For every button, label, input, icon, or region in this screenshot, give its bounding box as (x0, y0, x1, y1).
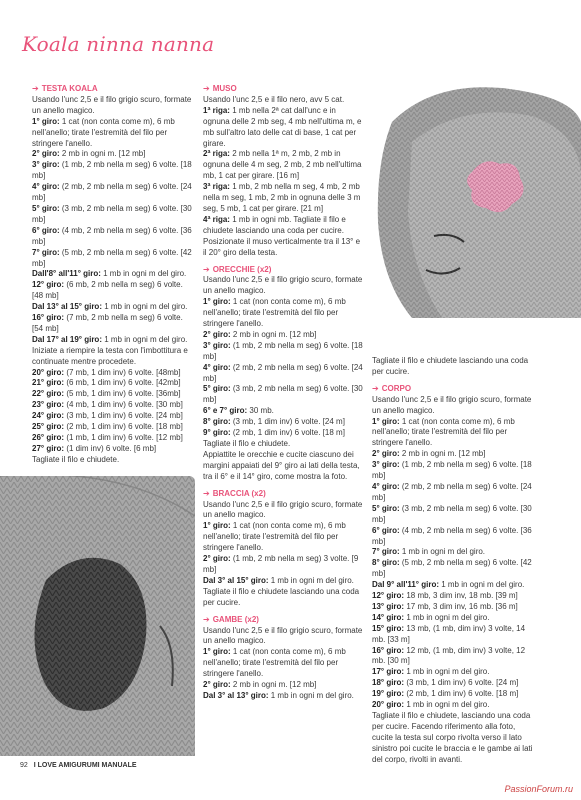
row-label: 2° giro: (203, 554, 231, 564)
row-label: Dal 13° al 15° giro: (32, 302, 102, 312)
row-label: 4ª riga: (203, 214, 230, 224)
row-text: Usando l'unc 2,5 e il filo nero, avv 5 cat. (203, 94, 345, 104)
row-text: 1 mb in ogni m del giro. (439, 580, 525, 590)
row-label: 3ª riga: (203, 182, 230, 192)
instruction-row (372, 678, 534, 689)
row-text: 2 mb in ogni m. [12 mb] (59, 149, 146, 159)
row-text: Iniziate a riempire la testa con l'imbottitura e continuate mentre procedete. (32, 345, 188, 366)
row-text: 1 mb, 2 mb nella m seg, 4 mb, 2 mb nella m seg, 1 mb, 2 mb in ognuna delle 3 m seg, 5 mb, 1 cat per girare. [21 m] (203, 182, 361, 213)
section-heading (32, 84, 192, 95)
instruction-row (203, 182, 363, 215)
row-label: 22° giro: (32, 389, 65, 399)
row-text: 1 mb in ogni m del giro. (268, 575, 354, 585)
section-heading-text: TESTA KOALA (41, 84, 98, 93)
instruction-row (372, 449, 534, 460)
row-label: 24° giro: (32, 411, 65, 421)
instruction-row (372, 667, 534, 678)
arrow-right-icon: ➔ (372, 383, 379, 393)
instruction-row (32, 400, 192, 411)
row-label: 1° giro: (32, 116, 60, 126)
row-label: Dal 3° al 13° giro: (203, 690, 269, 700)
instruction-row (372, 613, 534, 624)
section-heading (372, 384, 534, 395)
page-title: Koala ninna nanna (22, 32, 215, 56)
row-label: 17° giro: (372, 667, 405, 677)
row-label: 5° giro: (372, 503, 400, 513)
row-label: 2ª riga: (203, 149, 230, 159)
row-text: 1 mb in ogni m del giro. (268, 690, 354, 700)
row-label: 25° giro: (32, 422, 65, 432)
instruction-row (32, 160, 192, 182)
section-heading-text: GAMBE (x2) (212, 614, 259, 624)
instruction-row (203, 297, 363, 330)
row-text: 1 mb in ogni m del giro. (404, 667, 490, 677)
row-text: (2 mb, 1 dim inv) 6 volte. [18 mb] (64, 422, 183, 432)
instruction-row (203, 576, 363, 587)
instruction-text (203, 626, 363, 648)
row-text: Usando l'unc 2,5 e il filo grigio scuro, formate un anello magico. (32, 94, 192, 115)
row-text: Appiattite le orecchie e cucite ciascuno dei margini appaiati del 9° giro ai lati della testa, tra il 6° e il 14° giro, come mostra la foto. (203, 449, 360, 481)
row-label: 1° giro: (203, 297, 231, 307)
row-label: Dall'8° all'11° giro: (32, 269, 101, 279)
page-footer (20, 762, 137, 769)
instruction-row (32, 389, 192, 400)
row-text: 1 cat (non conta come m), 6 mb nell'anello; tirate l'estremità del filo per stringere l'anello. (372, 416, 515, 448)
row-label: 12° giro: (32, 280, 65, 290)
instruction-row (32, 182, 192, 204)
row-label: 3° giro: (32, 160, 60, 170)
row-label: 8° giro: (203, 417, 231, 427)
instruction-row (32, 433, 192, 444)
instruction-text (32, 346, 192, 368)
watermark: PassionForum.ru (504, 784, 573, 794)
instruction-text (372, 395, 534, 417)
section-heading (203, 265, 363, 276)
row-label: 2° giro: (203, 329, 231, 339)
instruction-row (32, 335, 192, 346)
row-label: 27° giro: (32, 443, 65, 453)
row-text: (2 mb, 2 mb nella m seg) 6 volte. [24 mb] (32, 182, 192, 203)
koala-photo-top-right (372, 82, 581, 318)
instruction-text (203, 95, 363, 106)
row-label: 1ª riga: (203, 105, 230, 115)
section-heading-text: BRACCIA (x2) (212, 488, 266, 498)
section-heading-text: MUSO (212, 84, 237, 93)
row-label: Dal 3° al 15° giro: (203, 575, 269, 585)
instruction-row (32, 444, 192, 455)
row-text: (3 mb, 1 dim inv) 6 volte. [24 mb] (64, 411, 183, 421)
row-text: 1 mb in ogni m del giro. (101, 334, 188, 344)
row-text: (3 mb, 1 dim inv) 6 volte. [24 m] (404, 678, 519, 688)
arrow-right-icon: ➔ (203, 264, 210, 274)
row-text: (1 mb, 2 mb nella m seg) 6 volte. [18 mb] (203, 340, 363, 361)
instruction-row (32, 226, 192, 248)
row-label: 5° giro: (203, 384, 231, 394)
instruction-text (203, 587, 363, 609)
row-label: 6° giro: (32, 225, 60, 235)
instruction-row (203, 341, 363, 363)
instruction-row (372, 602, 534, 613)
arrow-right-icon: ➔ (203, 84, 210, 93)
knitted-koala-ear-image (372, 82, 581, 318)
row-text: Tagliate il filo e chiudete. (203, 439, 291, 448)
row-label: Dal 9° all'11° giro: (372, 580, 439, 590)
row-text: (4 mb, 2 mb nella m seg) 6 volte. [36 mb] (32, 225, 192, 246)
row-text: (2 mb, 1 dim inv) 6 volte. [18 m] (404, 689, 519, 699)
row-text: (5 mb, 1 dim inv) 6 volte. [36mb] (64, 389, 181, 399)
row-text: 1 mb in ogni m del giro. (404, 612, 490, 622)
instruction-row (372, 417, 534, 450)
instruction-row (32, 117, 192, 150)
instruction-row (203, 384, 363, 406)
instruction-row (372, 700, 534, 711)
instruction-row (203, 215, 363, 259)
instruction-row (32, 280, 192, 302)
section-heading (203, 615, 363, 626)
row-text: 1 mb in ogni m del giro. (404, 700, 490, 710)
column-middle (203, 84, 363, 702)
row-text: 30 mb. (247, 406, 274, 416)
row-text: Usando l'unc 2,5 e il filo grigio scuro, formate un anello magico. (203, 499, 363, 520)
row-text: 12 mb, (1 mb, dim inv) 3 volte, 12 mb. [30 m] (372, 645, 526, 666)
row-label: 4° giro: (372, 481, 400, 491)
instruction-row (203, 428, 363, 439)
row-text: 1 cat (non conta come m), 6 mb nell'anello; tirate l'estremità del filo per stringere l'anello. (203, 521, 346, 553)
row-label: 26° giro: (32, 433, 65, 442)
instruction-row (203, 691, 363, 702)
row-text: (5 mb, 2 mb nella m seg) 6 volte. [42 mb] (32, 247, 192, 268)
row-label: 6° giro: (372, 525, 400, 535)
instruction-row (372, 558, 534, 580)
row-label: 6° e 7° giro: (203, 406, 248, 416)
row-label: 20° giro: (372, 700, 405, 710)
instruction-text (203, 275, 363, 297)
row-label: 7° giro: (372, 547, 400, 557)
row-text: Tagliate il filo e chiudete, lasciando una coda per cucire. Facendo riferimento alla foto, cucite la testa sul corpo rivolta verso il lato sinistro poi cucite le braccia e le gambe ai lati del corpo, rivolti in avanti. (372, 711, 533, 764)
arrow-right-icon: ➔ (203, 488, 210, 498)
arrow-right-icon: ➔ (203, 614, 210, 624)
row-text: 2 mb in ogni m. [12 mb] (230, 329, 317, 339)
column-left (32, 84, 192, 466)
row-label: 19° giro: (372, 689, 405, 699)
instruction-text (372, 356, 534, 378)
row-text: (5 mb, 2 mb nella m seg) 6 volte. [42 mb] (372, 558, 532, 579)
section-heading (203, 489, 363, 500)
instruction-text (203, 439, 363, 450)
koala-photo-bottom-left (0, 476, 195, 756)
row-text: (1 mb, 2 mb nella m seg) 3 volte. [9 mb] (203, 554, 359, 574)
arrow-right-icon: ➔ (32, 84, 39, 93)
instruction-row (203, 647, 363, 680)
row-text: 13 mb, (1 mb, dim inv) 3 volte, 14 mb. [33 m] (372, 623, 526, 644)
row-text: (4 mb, 1 dim inv) 6 volte. [30 mb] (64, 400, 183, 410)
row-label: 4° giro: (32, 182, 60, 192)
row-text: 2 mb nella 1ª m, 2 mb, 2 mb in ognuna delle 4 m seg, 2 mb, 2 mb nell'ultima mb, 1 cat per girare. [16 m] (203, 149, 362, 181)
instruction-row (32, 378, 192, 389)
row-text: (6 mb, 2 mb nella m seg) 6 volte. [48 mb] (32, 280, 183, 301)
instruction-row (203, 406, 363, 417)
instruction-row (32, 248, 192, 270)
instruction-row (32, 302, 192, 313)
instruction-row (32, 422, 192, 433)
instruction-row (32, 204, 192, 226)
column-right (372, 356, 534, 766)
row-text: Usando l'unc 2,5 e il filo grigio scuro, formate un anello magico. (203, 625, 363, 646)
row-label: 1° giro: (203, 647, 231, 657)
instruction-row (32, 149, 192, 160)
row-text: (1 mb, 1 dim inv) 6 volte. [12 mb] (64, 433, 183, 442)
row-text: (6 mb, 1 dim inv) 6 volte. [42mb] (64, 378, 181, 388)
row-text: 1 mb in ogni m del giro. (399, 547, 486, 557)
instruction-row (372, 689, 534, 700)
row-text: 18 mb, 3 dim inv, 18 mb. [39 m] (404, 591, 518, 601)
row-text: 1 mb in ogni m del giro. (100, 269, 187, 279)
page-number: 92 (20, 762, 28, 769)
row-label: 21° giro: (32, 378, 65, 388)
instruction-row (372, 580, 534, 591)
row-label: 23° giro: (32, 400, 65, 410)
instruction-row (372, 624, 534, 646)
row-text: 1 mb in ogni m del giro. (101, 302, 188, 312)
instruction-row (372, 504, 534, 526)
row-text: (3 mb, 2 mb nella m seg) 6 volte. [30 mb] (372, 503, 532, 524)
instruction-row (203, 149, 363, 182)
row-text: (7 mb, 2 mb nella m seg) 6 volte. [54 mb] (32, 313, 183, 333)
section-heading-text: CORPO (381, 383, 412, 393)
row-text: (2 mb, 2 mb nella m seg) 6 volte. [24 mb] (372, 481, 532, 502)
row-text: Usando l'unc 2,5 e il filo grigio scuro, formate un anello magico. (372, 394, 532, 415)
section-heading-text: ORECCHIE (x2) (212, 264, 272, 274)
instruction-row (32, 411, 192, 422)
instruction-row (203, 680, 363, 691)
row-text: 2 mb in ogni m. [12 mb] (230, 680, 317, 690)
instruction-row (203, 521, 363, 554)
row-text: 1 mb in ogni mb. Tagliate il filo e chiudete lasciando una coda per cucire. Posizionate il muso verticalmente tra il 13° e il 20° giro della testa. (203, 214, 361, 257)
row-label: Dal 17° al 19° giro: (32, 334, 102, 344)
instruction-text (372, 711, 534, 766)
row-label: 2° giro: (32, 149, 60, 159)
row-label: 16° giro: (32, 313, 65, 323)
instruction-row (372, 482, 534, 504)
row-label: 2° giro: (372, 449, 400, 459)
row-text: 2 mb in ogni m. [12 mb] (399, 449, 486, 459)
row-label: 1° giro: (372, 416, 400, 426)
instruction-text (203, 450, 363, 483)
row-text: Tagliate il filo e chiudete lasciando una coda per cucire. (372, 356, 529, 376)
row-label: 1° giro: (203, 521, 231, 531)
row-text: 1 mb nella 2ª cat dall'unc e in ognuna delle 2 mb seg, 4 mb nell'ultima m, e mb sull'altro lato delle cat di base, 1 cat per girare. (203, 105, 362, 148)
instruction-row (372, 460, 534, 482)
instruction-row (203, 363, 363, 385)
row-label: 14° giro: (372, 612, 405, 622)
row-label: 12° giro: (372, 591, 405, 601)
instruction-row (372, 547, 534, 558)
row-text: (2 mb, 1 dim inv) 6 volte. [18 m] (230, 428, 345, 438)
row-text: 1 cat (non conta come m), 6 mb nell'anello; tirate l'estremità del filo per stringere l'anello. (203, 647, 346, 679)
row-text: 17 mb, 3 dim inv, 16 mb. [36 m] (404, 601, 518, 611)
row-label: 20° giro: (32, 367, 65, 377)
row-text: (3 mb, 1 dim inv) 6 volte. [24 m] (230, 417, 345, 427)
knitted-koala-muzzle-image (0, 476, 195, 756)
row-label: 8° giro: (372, 558, 400, 568)
row-text: (4 mb, 2 mb nella m seg) 6 volte. [36 mb] (372, 525, 532, 546)
instruction-row (203, 417, 363, 428)
row-text: (1 mb, 2 mb nella m seg) 6 volte. [18 mb] (32, 160, 192, 181)
instruction-row (372, 526, 534, 548)
instruction-row (203, 106, 363, 150)
row-text: Tagliate il filo e chiudete lasciando una coda per cucire. (203, 586, 360, 607)
row-label: 4° giro: (203, 362, 231, 372)
row-label: 16° giro: (372, 645, 405, 655)
instruction-row (32, 269, 192, 280)
row-label: 7° giro: (32, 247, 60, 257)
instruction-text (32, 95, 192, 117)
row-label: 13° giro: (372, 601, 405, 611)
section-heading (203, 84, 363, 95)
row-text: (7 mb, 1 dim inv) 6 volte. [48mb] (64, 367, 181, 377)
instruction-text (32, 455, 192, 466)
row-text: (1 dim inv) 6 volte. [6 mb] (64, 443, 157, 453)
row-label: 3° giro: (372, 460, 400, 470)
row-text: (2 mb, 2 mb nella m seg) 6 volte. [24 mb] (203, 362, 363, 383)
row-text: Usando l'unc 2,5 e il filo grigio scuro, formate un anello magico. (203, 275, 363, 296)
row-label: 3° giro: (203, 340, 231, 350)
row-label: 9° giro: (203, 428, 231, 438)
instruction-row (372, 646, 534, 668)
row-text: (1 mb, 2 mb nella m seg) 6 volte. [18 mb] (372, 460, 532, 481)
row-text: Tagliate il filo e chiudete. (32, 454, 120, 464)
instruction-row (203, 330, 363, 341)
row-label: 18° giro: (372, 678, 405, 688)
instruction-row (203, 554, 363, 576)
instruction-row (372, 591, 534, 602)
instruction-text (203, 500, 363, 522)
row-label: 2° giro: (203, 680, 231, 690)
instruction-row (32, 368, 192, 379)
row-text: 1 cat (non conta come m), 6 mb nell'anello; tirate l'estremità del filo per stringere l'anello. (32, 116, 175, 148)
magazine-name: I LOVE AMIGURUMI MANUALE (33, 762, 137, 769)
row-text: (3 mb, 2 mb nella m seg) 6 volte. [30 mb] (32, 203, 192, 224)
row-text: 1 cat (non conta come m), 6 mb nell'anello; tirate l'estremità del filo per stringere l'anello. (203, 297, 346, 329)
row-label: 5° giro: (32, 203, 60, 213)
instruction-row (32, 313, 192, 335)
row-text: (3 mb, 2 mb nella m seg) 6 volte. [30 mb] (203, 384, 363, 405)
row-label: 15° giro: (372, 623, 405, 633)
